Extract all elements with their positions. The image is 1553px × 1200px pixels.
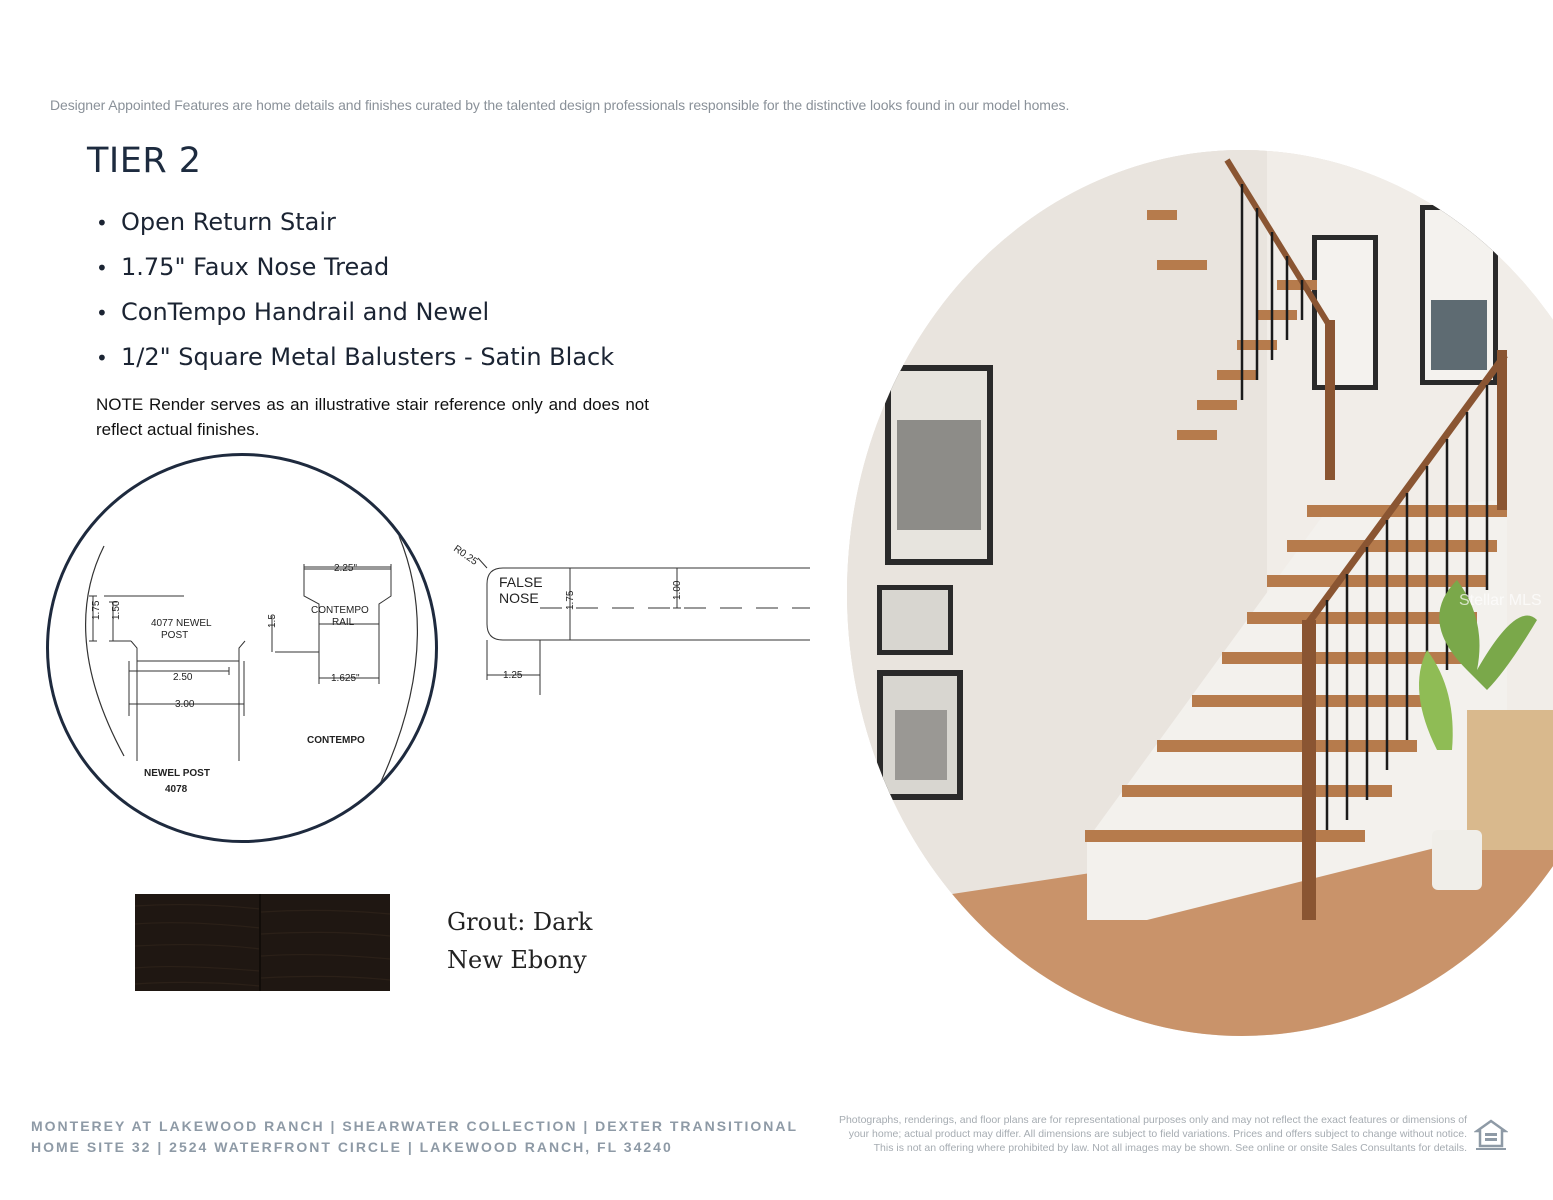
- staircase-illustration: [847, 150, 1553, 1036]
- feature-label: 1/2" Square Metal Balusters - Satin Black: [121, 343, 615, 371]
- feature-item: [96, 205, 614, 250]
- newel-post-label-2: 4078: [165, 784, 188, 795]
- photo-watermark: Stellar MLS: [1459, 592, 1542, 609]
- stair-detail-drawing: [46, 453, 438, 843]
- swatch-label-line-1: Grout: Dark: [447, 908, 593, 936]
- rail-top-dim: 2.25": [334, 563, 358, 574]
- newel-label-1: 4077 NEWEL: [151, 618, 212, 629]
- newel-post-label-1: NEWEL POST: [144, 768, 210, 779]
- intro-text: Designer Appointed Features are home details and finishes curated by the talented design professionals responsible for the distinctive looks found in our model homes.: [50, 97, 1070, 113]
- feature-label: ConTempo Handrail and Newel: [121, 298, 490, 326]
- feature-item: [96, 250, 614, 295]
- false-nose-label-1: FALSE: [499, 574, 543, 590]
- disclaimer-line-2: your home; actual product may differ. All dimensions are subject to field variations. Prices and offers subject to change without notice.: [848, 1128, 1467, 1140]
- swatch-label: [447, 903, 592, 979]
- footer-line-2: HOME SITE 32 | 2524 WATERFRONT CIRCLE | LAKEWOOD RANCH, FL 34240: [31, 1139, 673, 1155]
- rail-label-1: CONTEMPO: [311, 605, 369, 616]
- dim-150: 1.50: [111, 600, 122, 620]
- nose-dim-100: 1.00: [672, 580, 683, 600]
- contempo-label: CONTEMPO: [307, 735, 365, 746]
- footer-address: [31, 1116, 798, 1158]
- disclaimer-line-3: This is not an offering where prohibited by law. Not all images may be shown. See online or onsite Sales Consultants for details.: [873, 1142, 1467, 1154]
- ebony-finish-swatch: [135, 894, 390, 991]
- disclaimer-line-1: Photographs, renderings, and floor plans are for representational purposes only and may not reflect the exact features or dimensions of: [838, 1114, 1467, 1126]
- bullet: •: [96, 346, 108, 370]
- feature-item: [96, 295, 614, 340]
- footer-disclaimer: [777, 1113, 1467, 1155]
- rail-side-dim: 1.5: [267, 614, 278, 628]
- stair-render-photo: [847, 150, 1553, 1036]
- false-nose-diagram: [445, 530, 815, 700]
- feature-label: 1.75" Faux Nose Tread: [121, 253, 390, 281]
- rail-bottom-dim: 1.625": [331, 673, 360, 684]
- dim-175: 1.75: [91, 600, 102, 620]
- rail-label-2: RAIL: [332, 617, 355, 628]
- bullet: •: [96, 256, 108, 280]
- dim-300: 3.00: [175, 699, 195, 710]
- feature-item: [96, 340, 614, 385]
- feature-label: Open Return Stair: [121, 208, 336, 236]
- dim-250: 2.50: [173, 672, 193, 683]
- tier-title: TIER 2: [87, 141, 202, 181]
- bullet: •: [96, 211, 108, 235]
- swatch-label-line-2: New Ebony: [447, 946, 587, 974]
- wood-grain-texture: [135, 894, 390, 991]
- equal-housing-icon: [1474, 1118, 1508, 1152]
- radius-label: R0.25: [451, 543, 480, 568]
- newel-rail-diagram: [49, 456, 438, 843]
- false-nose-label-2: NOSE: [499, 590, 539, 606]
- footer-line-1: MONTEREY AT LAKEWOOD RANCH | SHEARWATER COLLECTION | DEXTER TRANSITIONAL: [31, 1118, 799, 1134]
- nose-dim-125: 1.25: [503, 670, 523, 681]
- note-text: NOTE Render serves as an illustrative stair reference only and does not reflect actual finishes.: [96, 395, 649, 439]
- nose-dim-175: 1.75: [565, 590, 576, 610]
- bullet: •: [96, 301, 108, 325]
- newel-label-2: POST: [161, 630, 189, 641]
- feature-list: [96, 205, 614, 385]
